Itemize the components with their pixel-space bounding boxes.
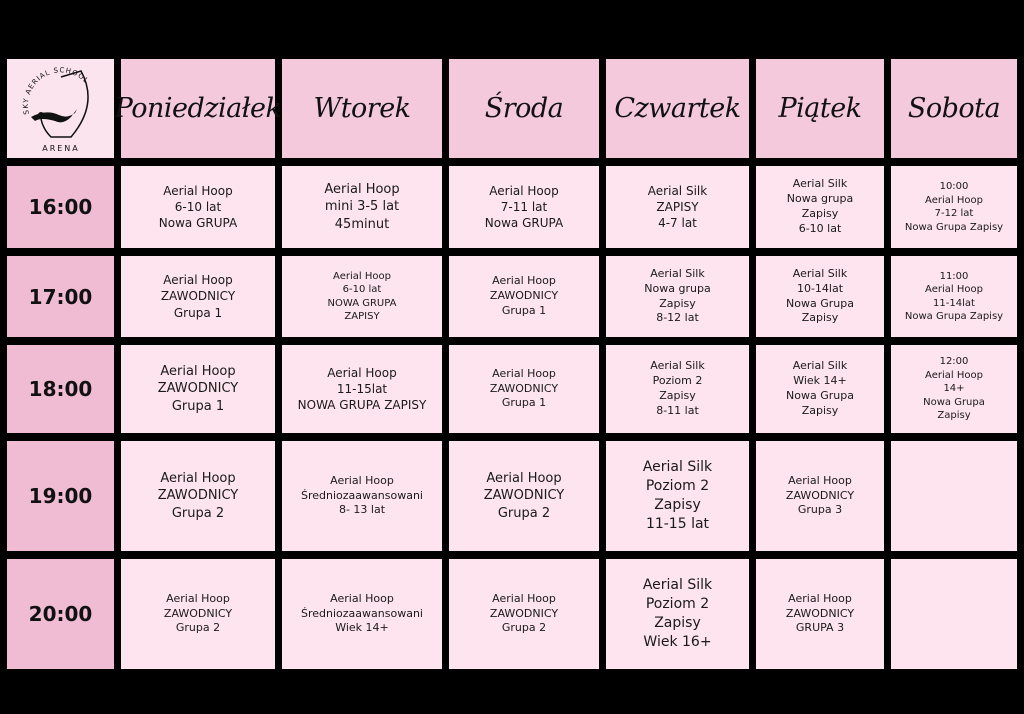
class-slot-sat-18: [891, 345, 1017, 433]
class-text: Aerial Hoop ZAWODNICY Grupa 1: [157, 363, 239, 414]
class-slot-wed-19: [449, 441, 599, 551]
time-label: 18:00: [28, 377, 93, 401]
class-text: Aerial Hoop 6-10 lat Nowa GRUPA: [158, 183, 238, 231]
class-text: Aerial Hoop mini 3-5 lat 45minut: [324, 181, 400, 232]
class-text: Aerial Hoop Średniozaawansowani 8- 13 lat: [301, 473, 423, 517]
time-label: 16:00: [28, 195, 93, 219]
class-text: Aerial Hoop Średniozaawansowani Wiek 14+: [301, 591, 423, 635]
time-label: 19:00: [28, 484, 93, 508]
day-header-friday: [756, 59, 884, 158]
class-text: Aerial Silk Nowa grupa Zapisy 8-12 lat: [644, 266, 711, 325]
class-slot-mon-20: [121, 559, 275, 669]
class-slot-wed-16: [449, 166, 599, 248]
day-label: Wtorek: [313, 93, 411, 124]
class-slot-thu-16: [606, 166, 749, 248]
class-slot-tue-18: [282, 345, 442, 433]
day-label: Piątek: [778, 93, 862, 124]
class-text: Aerial Hoop 6-10 lat NOWA GRUPA ZAPISY: [327, 270, 397, 322]
time-label: 17:00: [28, 284, 93, 309]
class-text: Aerial Silk Poziom 2 Zapisy 11-15 lat: [642, 459, 713, 532]
class-slot-sat-16: [891, 166, 1017, 248]
day-header-saturday: [891, 59, 1017, 158]
class-slot-thu-17: [606, 256, 749, 337]
class-slot-tue-20: [282, 559, 442, 669]
class-slot-mon-18: [121, 345, 275, 433]
class-slot-mon-19: [121, 441, 275, 551]
time-slot: [7, 256, 114, 337]
class-slot-wed-20: [449, 559, 599, 669]
class-slot-thu-20: [606, 559, 749, 669]
class-text: Aerial Hoop ZAWODNICY Grupa 1: [160, 273, 236, 320]
class-text: Aerial Hoop ZAWODNICY Grupa 2: [163, 591, 233, 635]
class-slot-tue-16: [282, 166, 442, 248]
class-slot-thu-19: [606, 441, 749, 551]
class-text: Aerial Silk 10-14lat Nowa Grupa Zapisy: [786, 266, 854, 325]
time-slot: [7, 441, 114, 551]
time-slot: [7, 345, 114, 433]
class-slot-tue-17: [282, 256, 442, 337]
day-header-wednesday: [449, 59, 599, 158]
time-slot: [7, 166, 114, 248]
class-slot-fri-17: [756, 256, 884, 337]
day-label: Czwartek: [614, 93, 741, 124]
class-slot-fri-18: [756, 345, 884, 433]
class-text: Aerial Silk Nowa grupa Zapisy 6-10 lat: [786, 177, 854, 235]
time-slot: [7, 559, 114, 669]
logo-bottom-text: ARENA: [41, 143, 80, 153]
day-header-monday: [114, 59, 282, 158]
class-text: Aerial Hoop ZAWODNICY Grupa 1: [489, 274, 559, 317]
class-text: Aerial Hoop 11-15lat NOWA GRUPA ZAPISY: [297, 365, 427, 413]
class-slot-sat-19: [891, 441, 1017, 551]
school-logo: [7, 59, 114, 158]
class-slot-wed-17: [449, 256, 599, 337]
class-text: Aerial Silk Wiek 14+ Nowa Grupa Zapisy: [786, 359, 854, 417]
class-slot-sat-17: [891, 256, 1017, 337]
class-text: Aerial Hoop ZAWODNICY Grupa 1: [489, 366, 559, 410]
day-label: Sobota: [907, 93, 1001, 124]
class-text: Aerial Silk Poziom 2 Zapisy 8-11 lat: [650, 359, 705, 417]
class-slot-wed-18: [449, 345, 599, 433]
aerial-hoop-logo-icon: [11, 59, 111, 159]
logo-top-text: SKY AERIAL SCHOOL: [21, 65, 90, 115]
class-slot-tue-19: [282, 441, 442, 551]
day-header-tuesday: [282, 59, 442, 158]
class-slot-mon-16: [121, 166, 275, 248]
class-text: 10:00 Aerial Hoop 7-12 lat Nowa Grupa Zapisy: [904, 181, 1004, 233]
class-slot-mon-17: [121, 256, 275, 337]
class-text: Aerial Silk ZAPISY 4-7 lat: [647, 183, 708, 231]
class-text: Aerial Hoop ZAWODNICY Grupa 2: [483, 470, 565, 521]
class-slot-fri-19: [756, 441, 884, 551]
class-text: Aerial Hoop ZAWODNICY Grupa 3: [785, 473, 855, 517]
class-text: 12:00 Aerial Hoop 14+ Nowa Grupa Zapisy: [923, 356, 985, 422]
class-slot-fri-20: [756, 559, 884, 669]
class-text: Aerial Hoop ZAWODNICY Grupa 2: [157, 470, 239, 521]
class-text: Aerial Silk Poziom 2 Zapisy Wiek 16+: [642, 577, 713, 650]
class-slot-sat-20: [891, 559, 1017, 669]
day-label: Poniedziałek: [114, 93, 282, 124]
class-text: Aerial Hoop ZAWODNICY GRUPA 3: [785, 591, 855, 635]
class-slot-fri-16: [756, 166, 884, 248]
class-text: Aerial Hoop ZAWODNICY Grupa 2: [489, 591, 559, 635]
time-label: 20:00: [28, 602, 93, 626]
class-slot-thu-18: [606, 345, 749, 433]
day-header-thursday: [606, 59, 749, 158]
class-text: 11:00 Aerial Hoop 11-14lat Nowa Grupa Zapisy: [904, 270, 1004, 322]
class-text: Aerial Hoop 7-11 lat Nowa GRUPA: [484, 183, 564, 231]
svg-text:SKY AERIAL SCHOOL: [21, 66, 90, 115]
day-label: Środa: [484, 93, 564, 124]
